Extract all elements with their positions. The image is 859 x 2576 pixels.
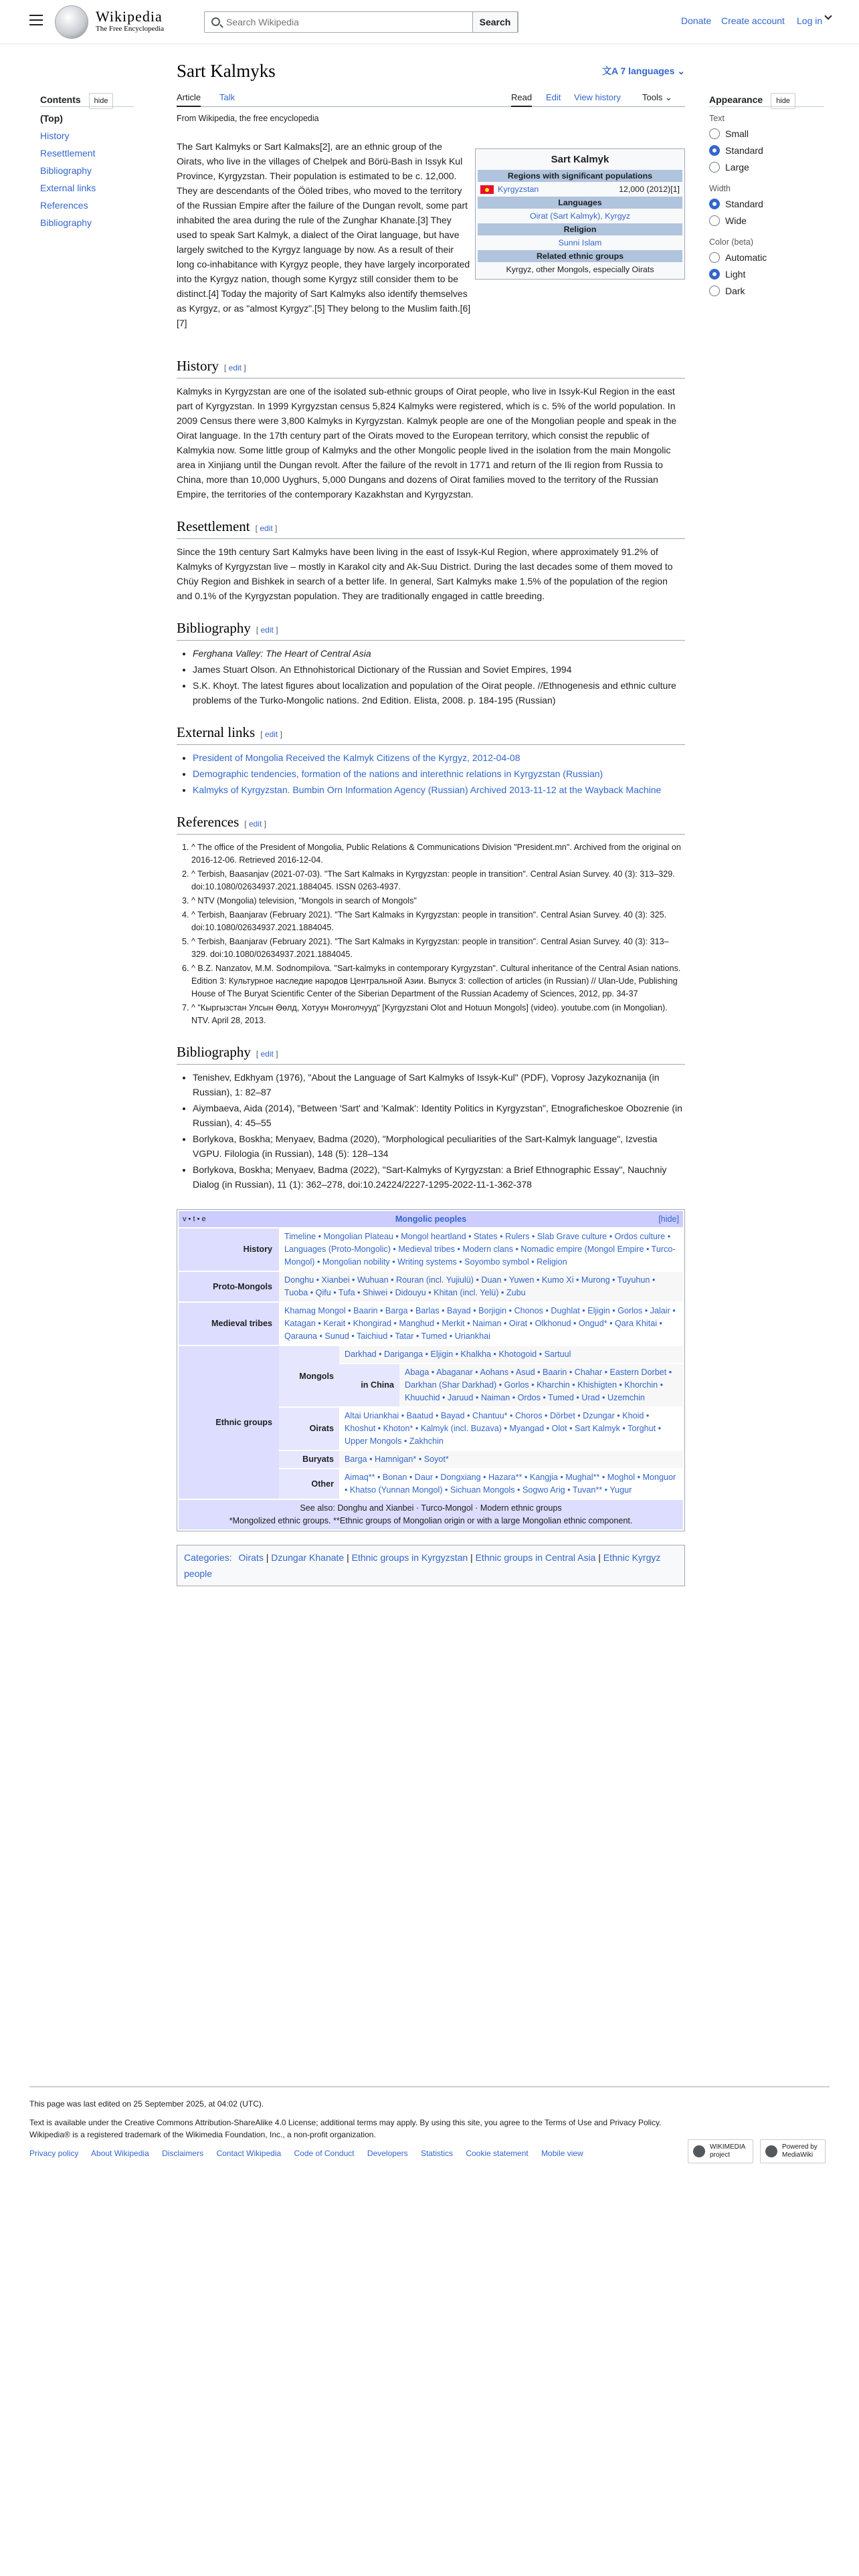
site-header [0, 0, 859, 44]
infobox-header-regions: Regions with significant populations [478, 170, 682, 182]
list-item: • S.K. Khoyt. The latest figures about localization and population of the Oirat people. //Ethnogenesis and ethnic culture problems of the Turko-Mongolic nations. 2nd Edition. Elista, 2008. p. 184-195 (Russian) [193, 678, 685, 708]
radio-icon[interactable] [709, 286, 720, 296]
category-link[interactable]: Ethnic Kyrgyz people [184, 1552, 661, 1579]
edit-link[interactable]: edit [248, 819, 262, 829]
last-edited: This page was last edited on 25 September 2025, at 04:02 (UTC). [29, 2099, 264, 2109]
navbox-list[interactable]: Khamag Mongol • Baarin • Barga • Barlas • Bayad • Borjigin • Chonos • Dughlat • Eljigin • Gorlos • Jalair • Katagan • Kerait • Khongirad • Manghud • Merkit • Naiman • Oirat • Olkhonud • Ongud* • Qara Khitai • Qarauna • Sunud • Taichiud • Tatar • Tumed • Uriankhai [279, 1303, 683, 1345]
page-tabs [177, 88, 685, 107]
resettlement-paragraph: Since the 19th century Sart Kalmyks have been living in the east of Issyk-Kul Region, where approximately 91.2% of Kalmyks of Kyrgyzstan live – mostly in Karakol city and Ak-Suu District. During the last decades some of them moved to Chüy Region and Bishkek in search of a better life. In general, Sart Kalmyks make 1.5% of the population of the region and 0.1% of the Kyrgyzstan population. They are traditionally engaged in cattle breeding. [177, 546, 673, 601]
footer-link[interactable]: Cookie statement [466, 2149, 529, 2158]
search-icon [211, 17, 220, 26]
external-link[interactable]: President of Mongolia Received the Kalmyk Citizens of the Kyrgyz, 2012-04-08 [193, 752, 520, 763]
navbox-group-label[interactable]: History [179, 1228, 279, 1271]
external-links-list [177, 750, 685, 797]
navbox-group-label[interactable]: Proto-Mongols [179, 1272, 279, 1301]
text-size-small[interactable] [709, 128, 824, 140]
list-item: • Borlykova, Boskha; Menyaev, Badma (2022), "Sart-Kalmyks of Kyrgyzstan: a Brief Ethnographic Essay", Nauchniy Dialog (in Russian), 11 (1): 362–278, doi:10.24224/2227-1295-2022-11-1-362-378 [193, 1162, 685, 1192]
navbox-list[interactable]: Altai Uriankhai • Baatud • Bayad • Chantuu* • Choros • Dörbet • Dzungar • Khoid • Khoshut • Khoton* • Kalmyk (incl. Buzava) • Myangad • Olot • Sart Kalmyk • Torghut • Upper Mongols • Zakhchin [339, 1408, 683, 1450]
reference-item: 3. ^ NTV (Mongolia) television, "Mongols in search of Mongols" [191, 895, 685, 907]
mediawiki-badge[interactable]: Powered by MediaWiki [760, 2139, 826, 2163]
category-link[interactable]: Ethnic groups in Central Asia [475, 1552, 596, 1563]
section-references: References [ edit ] [177, 812, 685, 835]
navbox-list[interactable]: Abaga • Abaganar • Aohans • Asud • Baarin • Chahar • Eastern Dorbet • Darkhan (Shar Darkhad) • Gorlos • Kharchin • Khishigten • Khorchin • Khuuchid • Jaruud • Naiman • Ordos • Tumed • Urad • Uzemchin [399, 1364, 683, 1406]
reference-item: 6. ^ B.Z. Nanzatov, M.M. Sodnompilova. "Sart-kalmyks in contemporary Kyrgyzstan". Cultural inheritance of the Central Asian nations. Edition 3: Культурное наследие народов Центральной Азии. Выпуск 3: collection of articles (in Russian) // Ulan-Ude, Publishing House of The Buryat Scientific Center of the Siberian Department of the Russian Academy of Sciences, 2012, pp. 34-37 [191, 962, 685, 1000]
radio-checked-icon[interactable] [709, 269, 720, 280]
infobox-header-related: Related ethnic groups [478, 250, 682, 262]
bibliography-list [177, 646, 685, 708]
tab-talk[interactable]: Talk [219, 92, 235, 102]
appearance-panel [709, 92, 824, 297]
reference-item: 5. ^ Terbish, Baanjarav (February 2021). "The Sart Kalmaks in Kyrgyzstan: people in transition". Central Asian Survey. 40 (3): 313–329. doi:10.1080/02634937.2021.1884045. [191, 936, 685, 961]
infobox [475, 148, 685, 280]
radio-icon[interactable] [709, 215, 720, 226]
navbox-hide-button[interactable]: [hide] [658, 1214, 679, 1224]
navbox-list[interactable]: Barga • Hamnigan* • Soyot* [339, 1451, 683, 1468]
footer-link[interactable]: Disclaimers [162, 2149, 204, 2158]
heading-text: Resettlement [177, 518, 250, 534]
infobox-title: Sart Kalmyk [551, 154, 609, 165]
infobox-header-languages: Languages [478, 197, 682, 209]
navbox-list[interactable]: Timeline • Mongolian Plateau • Mongol heartland • States • Rulers • Slab Grave culture • Ordos culture • Languages (Proto-Mongolic) • Medieval tribes • Modern clans • Nomadic empire (Mongol Empire • Turco-Mongol) • Mongolian nobility • Writing systems • Soyombo symbol • Religion [279, 1228, 683, 1271]
option-label: Small [725, 128, 749, 139]
page-footer [29, 2086, 830, 2159]
navbox-note: *Mongolized ethnic groups. **Ethnic groups of Mongolian origin or with a large Mongolian ethnic component. [229, 1516, 633, 1525]
menu-icon[interactable] [29, 15, 43, 25]
footer-link[interactable]: Code of Conduct [294, 2149, 355, 2158]
option-label: Standard [725, 145, 763, 156]
footer-link[interactable]: Developers [367, 2149, 408, 2158]
reference-item: 4. ^ Terbish, Baanjarav (February 2021). "The Sart Kalmaks in Kyrgyzstan: people in transition". Central Asian Survey. 40 (3): 325. doi:10.1080/02634937.2021.1884045. [191, 909, 685, 934]
toc-item-external-links[interactable]: External links [40, 183, 96, 193]
toc-item-references[interactable]: References [40, 200, 88, 211]
appearance-hide-button[interactable]: hide [771, 93, 795, 109]
navbox-see-also[interactable]: See also: Donghu and Xianbei · Turco-Mongol · Modern ethnic groups [300, 1503, 562, 1513]
wordmark[interactable]: Wikipedia [96, 8, 163, 25]
radio-icon[interactable] [709, 162, 720, 173]
infobox-header-religion: Religion [478, 223, 682, 235]
heading-text: External links [177, 724, 256, 740]
infobox-related[interactable]: Kyrgyz, other Mongols, especially Oirats [506, 265, 654, 274]
color-label: Color (beta) [709, 237, 753, 247]
option-label: Large [725, 162, 749, 173]
toc-item-history[interactable]: History [40, 130, 70, 141]
license-text: Text is available under the Creative Commons Attribution-ShareAlike 4.0 License; additional terms may apply. By using this site, you agree to the Terms of Use and Privacy Policy. Wikipedia® is a registered trademark of the Wikimedia Foundation, Inc., a non-profit organization. [29, 2118, 662, 2139]
color-automatic[interactable] [709, 251, 824, 263]
list-item: • Tenishev, Edkhyam (1976), "About the Language of Sart Kalmyks of Issyk-Kul" (PDF), Voprosy Jazykoznanija (in Russian), 1: 82–87 [193, 1070, 685, 1099]
appearance-title: Appearance [709, 94, 763, 105]
tab-article[interactable]: Article [177, 92, 201, 107]
section-external-links: External links [ edit ] [177, 722, 685, 745]
tagline: The Free Encyclopedia [96, 25, 165, 33]
wikipedia-globe-logo[interactable] [55, 5, 88, 39]
categories-label[interactable]: Categories: [184, 1552, 232, 1563]
radio-checked-icon[interactable] [709, 145, 720, 156]
toc-item-bibliography[interactable]: Bibliography [40, 165, 92, 176]
navbox-list[interactable]: Aimaq** • Bonan • Daur • Dongxiang • Hazara** • Kangjia • Mughal** • Moghol • Monguor • Khatso (Yunnan Mongol) • Sichuan Mongols • Sogwo Arig • Tuvan** • Yugur [339, 1469, 683, 1499]
toc-hide-button[interactable]: hide [89, 93, 114, 109]
edit-link[interactable]: edit [260, 524, 273, 533]
wikimedia-badge[interactable]: WIKIMEDIA project [688, 2139, 753, 2163]
navbox-subgroup-label[interactable]: in China [339, 1364, 399, 1406]
main-content [177, 59, 685, 1586]
navbox-subgroup-label[interactable]: Buryats [279, 1451, 339, 1468]
languages-label: 7 languages [620, 66, 675, 76]
language-selector-button[interactable]: 文A 7 languages ⌄ [601, 66, 685, 76]
table-of-contents [40, 92, 134, 229]
tools-label: Tools [642, 92, 663, 102]
references-list [177, 841, 685, 1027]
color-light[interactable] [709, 268, 824, 280]
infobox-languages[interactable]: Oirat (Sart Kalmyk), Kyrgyz [529, 211, 631, 221]
infobox-religion[interactable]: Sunni Islam [558, 238, 602, 247]
edit-link[interactable]: edit [228, 363, 242, 372]
search-box[interactable] [204, 11, 518, 33]
navbox-subgroup-label: Other [279, 1469, 339, 1499]
category-links: Categories: Oirats | Dzungar Khanate | Ethnic groups in Kyrgyzstan | Ethnic groups in Central Asia | Ethnic Kyrgyz people [177, 1545, 685, 1586]
infobox-region[interactable] [480, 183, 619, 195]
search-button[interactable]: Search [472, 11, 518, 33]
reference-item: 2. ^ Terbish, Baasanjav (2021-07-03). "The Sart Kalmaks in Kyrgyzstan: people in transition". Central Asian Survey. 40 (3): 313–329. doi:10.1080/02634937.2021.1884045. ISSN 0263-4937. [191, 868, 685, 893]
category-link[interactable]: Ethnic groups in Kyrgyzstan [351, 1552, 468, 1563]
category-link[interactable]: Oirats [238, 1552, 264, 1563]
option-label: Dark [725, 286, 745, 296]
page-title: Sart Kalmyks [177, 61, 276, 81]
region-link[interactable]: Kyrgyzstan [498, 185, 539, 194]
section-bibliography: Bibliography [ edit ] [177, 618, 685, 641]
section-history: History [ edit ] [177, 356, 685, 379]
width-standard[interactable] [709, 198, 824, 210]
toc-item-top[interactable]: (Top) [40, 113, 63, 124]
edit-link[interactable]: edit [260, 625, 274, 635]
navbox-mongolic-peoples [177, 1209, 685, 1531]
site-sub: From Wikipedia, the free encyclopedia [177, 114, 319, 123]
kyrgyzstan-flag-icon [480, 185, 494, 194]
option-label: Light [725, 269, 746, 280]
navbox-subgroup-label[interactable]: Mongols [279, 1346, 339, 1406]
heading-text: History [177, 358, 219, 374]
text-size-standard[interactable] [709, 144, 824, 156]
footer-link[interactable]: About Wikipedia [91, 2149, 149, 2158]
radio-icon[interactable] [709, 252, 720, 263]
width-wide[interactable] [709, 215, 824, 227]
footer-link[interactable]: Privacy policy [29, 2149, 79, 2158]
navbox-subgroup-label[interactable]: Oirats [279, 1408, 339, 1450]
footer-link[interactable]: Statistics [420, 2149, 453, 2158]
option-label: Automatic [725, 252, 767, 263]
option-label: Wide [725, 215, 747, 226]
footer-link[interactable]: Mobile view [541, 2149, 583, 2158]
list-item: • Borlykova, Boskha; Menyaev, Badma (2020), "Morphological peculiarities of the Sart-Kalmyk language", Izvestia VGPU. Filologia (in Russian), 148 (5): 128–134 [193, 1132, 685, 1161]
external-link[interactable]: Kalmyks of Kyrgyzstan. Bumbin Orn Information Agency (Russian) Archived 2013-11-12 at the Wayback Machine [193, 784, 662, 795]
text-size-large[interactable] [709, 161, 824, 173]
section-bibliography-2: Bibliography [ edit ] [177, 1042, 685, 1065]
history-paragraph: Kalmyks in Kyrgyzstan are one of the isolated sub-ethnic groups of Oirat people, who live in Issyk-Kul Region in the east part of Kyrgyzstan. In 1999 Kyrgyzstan census 5,824 Kalmyks were registered, which is c. 5% of the world population. In 2009 Census there were 3,800 Kalmyks in Kyrgyzstan. Kalmyk people are one of the Mongolian people and speak in the Oirat language. In the 17th century part of the Oirats moved to the European territory, which consist the republic of Kalmykia now. Some little group of Kalmyks and the other Mongolic people lived in the isolation from the main Mongolic area in Xinjiang until the Dungan revolt. After the failure of the revolt in 1771 and return of the Ili region from Russia to China, more than 10,000 Uyghurs, 5,000 Dungans and dozens of Oirat families moved to the territory of the Russian Empire, the territories of the contemporary Kazakhstan and Kyrgyzstan. [177, 386, 677, 500]
create-account-link[interactable]: Create account [721, 15, 785, 26]
search-input[interactable] [226, 13, 427, 31]
width-label: Width [709, 184, 731, 193]
user-menu-icon[interactable] [824, 12, 832, 19]
navbox-list[interactable]: Donghu • Xianbei • Wuhuan • Rouran (incl. Yujiulü) • Duan • Yuwen • Kumo Xi • Murong • Tuyuhun • Tuoba • Qifu • Tufa • Shiwei • Didouyu • Khitan (incl. Yelü) • Zubu [279, 1272, 683, 1301]
reference-item: 1. ^ The office of the President of Mongolia, Public Relations & Communications Division "President.mn". Archived from the original on 2016-12-06. Retrieved 2016-12-04. [191, 841, 685, 867]
list-item: • Aiymbaeva, Aida (2014), "Between 'Sart' and 'Kalmak': Identity Politics in Kyrgyzstan", Etnograficheskoe Obozrenie (in Russian), 4: 45–55 [193, 1101, 685, 1130]
log-in-link[interactable]: Log in [797, 15, 823, 26]
category-link[interactable]: Dzungar Khanate [271, 1552, 345, 1563]
intro-paragraph: The Sart Kalmyks or Sart Kalmaks[2], are an ethnic group of the Oirats, who live in the villages of Chelpek and Börü-Bash in Issyk Kul Province, Kyrgyzstan. Their population is estimated to be c. 12,000. They are descendants of the Ööled tribes, who moved to the territory of the Russian Empire after the failure of the Dungan revolt, some part inhabited the area during the rule of the Zunghar Khanate.[3] They used to speak Sart Kalmyk, a dialect of the Oirat language, but have largely switched to the Kyrgyz language by now. As a result of their long co-inhabitance with Kyrgyz people, they have largely incorporated into the Kyrgyz nation, though some Kyrgyz still consider them to be distinct.[4] Today the majority of Sart Kalmyks also identify themselves as Kyrgyz, or as "almost Kyrgyz".[5] They belong to the Muslim faith.[6][7] [177, 141, 471, 328]
radio-icon[interactable] [709, 128, 720, 139]
edit-link[interactable]: edit [260, 1049, 274, 1059]
tab-tools[interactable]: Tools ⌄ [642, 92, 672, 102]
edit-link[interactable]: edit [264, 730, 278, 739]
tab-view-history[interactable]: View history [574, 92, 621, 102]
infobox-population: 12,000 (2012)[1] [619, 185, 680, 194]
heading-text: Bibliography [177, 620, 251, 636]
navbox-title[interactable]: Mongolic peoples [395, 1214, 467, 1224]
toc-item-bibliography-2[interactable]: Bibliography [40, 217, 92, 228]
toc-item-resettlement[interactable]: Resettlement [40, 148, 96, 158]
color-dark[interactable] [709, 285, 824, 297]
reference-item: 7. ^ "Кыргызстан Улсын Өөлд, Хотуун Монголчууд" [Kyrgyzstani Olot and Hotuun Mongols] (video). youtube.com (in Mongolian). NTV. April 28, 2013. [191, 1002, 685, 1027]
donate-link[interactable]: Donate [681, 15, 712, 26]
text-size-label: Text [709, 114, 725, 123]
tab-edit[interactable]: Edit [546, 92, 561, 102]
navbox-vte-links[interactable]: v • t • e [183, 1215, 206, 1223]
navbox-group-label[interactable]: Medieval tribes [179, 1303, 279, 1345]
list-item: • Ferghana Valley: The Heart of Central Asia [193, 646, 685, 661]
footer-link[interactable]: Contact Wikipedia [216, 2149, 282, 2158]
external-link[interactable]: Demographic tendencies, formation of the nations and interethnic relations in Kyrgyzstan (Russian) [193, 768, 603, 779]
toc-title: Contents [40, 94, 81, 105]
list-item: • James Stuart Olson. An Ethnohistorical Dictionary of the Russian and Soviet Empires, 1994 [193, 662, 685, 677]
tab-read[interactable]: Read [511, 92, 532, 107]
navbox-group-label: Ethnic groups [179, 1346, 279, 1499]
heading-text: Bibliography [177, 1044, 251, 1060]
section-resettlement: Resettlement [ edit ] [177, 516, 685, 539]
radio-checked-icon[interactable] [709, 199, 720, 209]
bibliography-list-2 [177, 1070, 685, 1192]
heading-text: References [177, 814, 240, 830]
navbox-list[interactable]: Darkhad • Dariganga • Eljigin • Khalkha • Khotogoid • Sartuul [339, 1346, 683, 1363]
option-label: Standard [725, 199, 763, 209]
